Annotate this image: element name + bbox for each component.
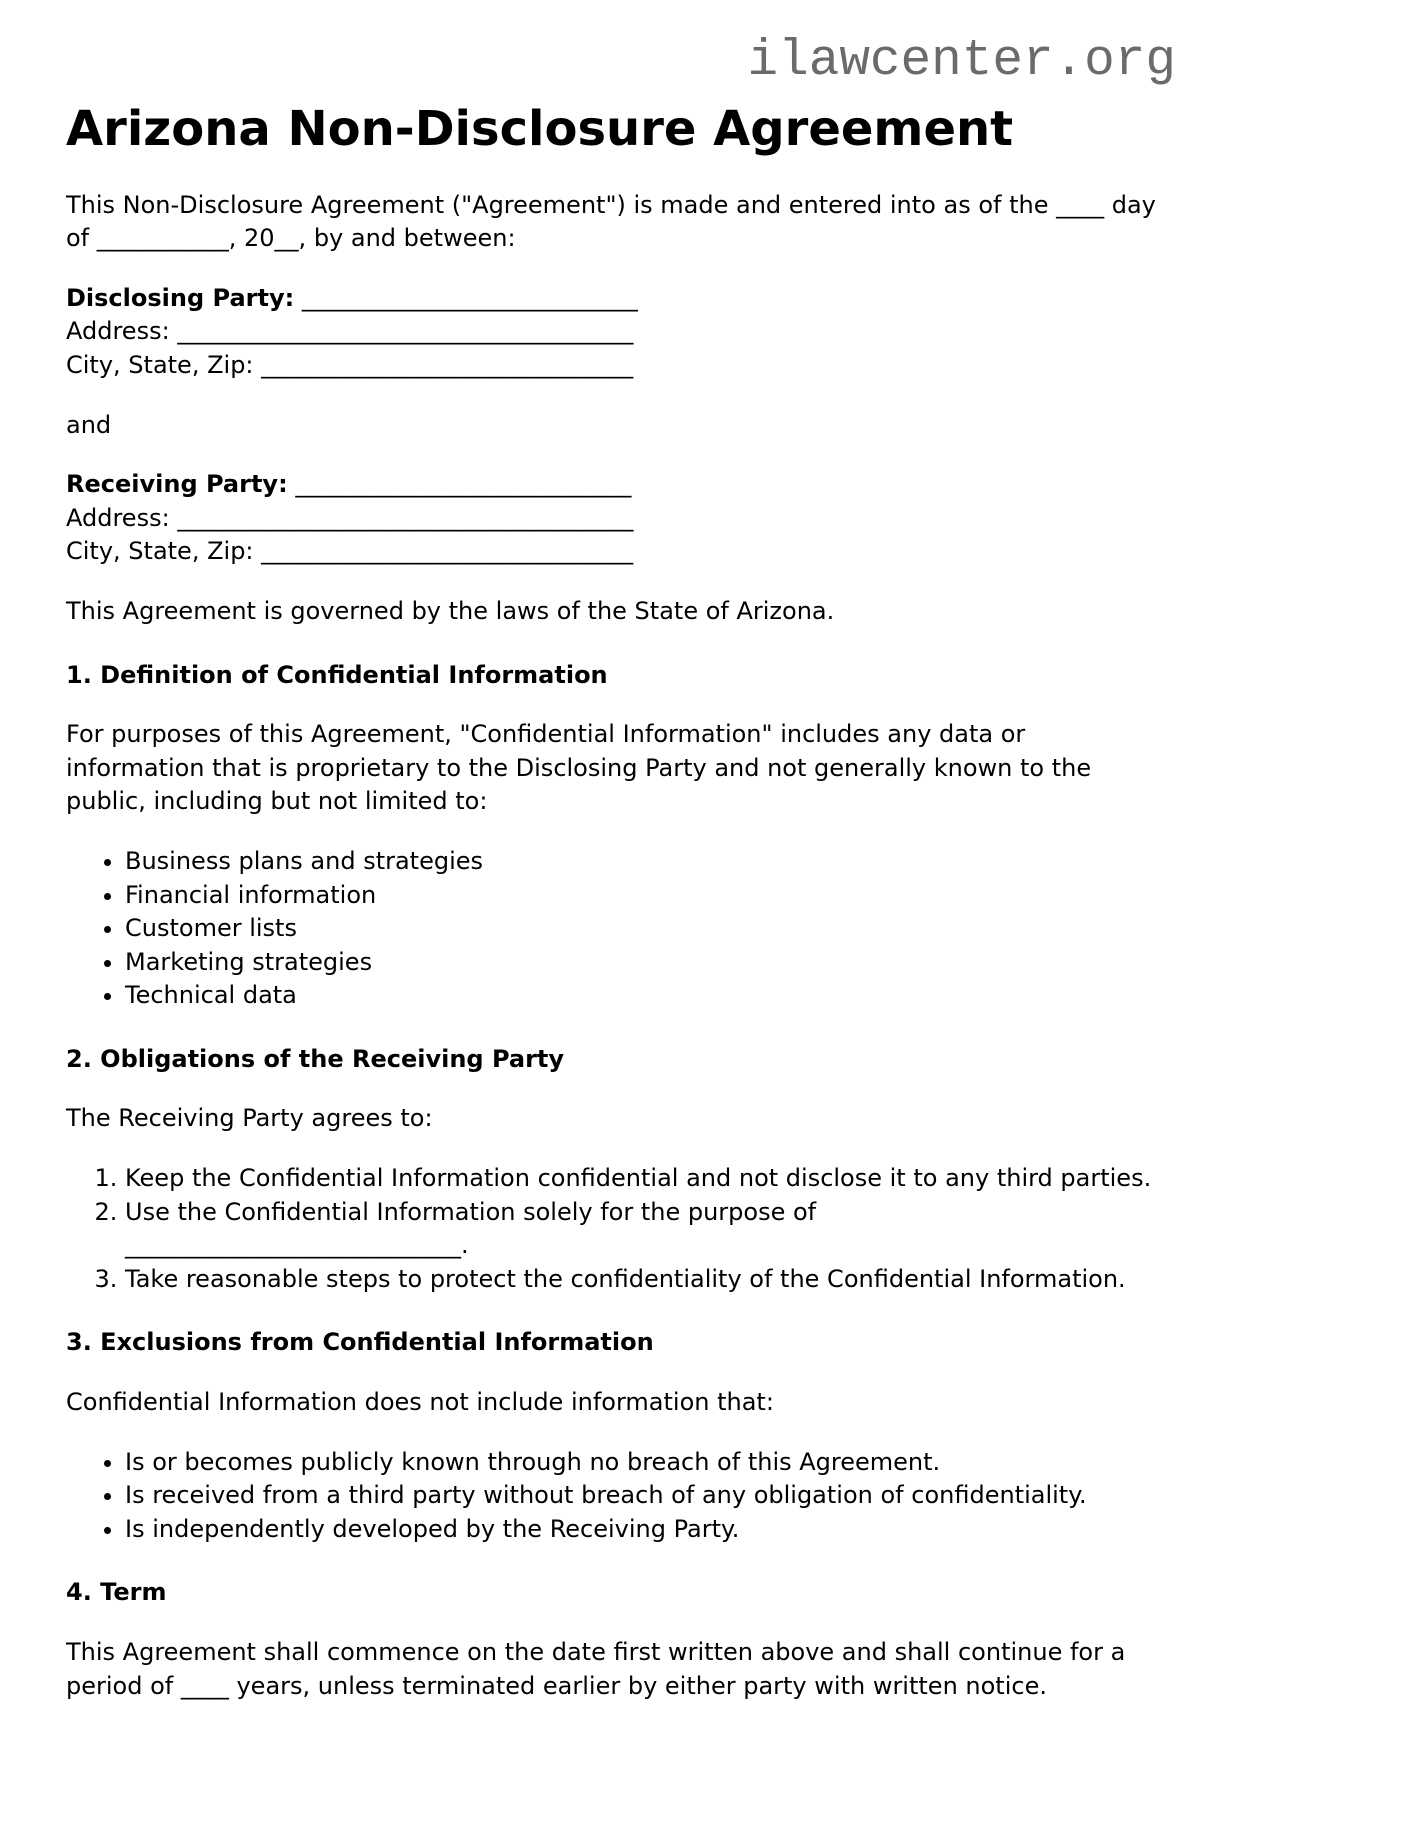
section-heading: 3. Exclusions from Confidential Information: [66, 1328, 654, 1357]
bullet-item: • Technical data: [125, 979, 1164, 1013]
page-title: Arizona Non-Disclosure Agreement: [66, 101, 1014, 157]
bullet-item: • Business plans and strategies: [125, 845, 1164, 879]
receiving-city-state-zip-label: City, State, Zip:: [66, 537, 254, 566]
bullet-item: • Customer lists: [125, 912, 1164, 946]
section-heading: 2. Obligations of the Receiving Party: [66, 1044, 565, 1073]
document-page: [66, 33, 1411, 1703]
brand-logo: ilawcenter.org: [747, 33, 1176, 90]
receiving-party-label: Receiving Party:: [66, 470, 288, 499]
section-paragraph: This Agreement shall commence on the date first written above and shall continue for a period of ____ years, unless terminated earlier by either party with written notice.: [66, 1638, 1126, 1700]
receiving-city-state-zip-blank: _______________________________: [261, 537, 634, 566]
disclosing-address-label: Address:: [66, 317, 170, 346]
disclosing-party-label: Disclosing Party:: [66, 283, 295, 312]
disclosing-city-state-zip-blank: _______________________________: [261, 350, 634, 379]
section-heading: 1. Definition of Confidential Information: [66, 660, 608, 689]
disclosing-party-name-blank: ____________________________: [301, 283, 638, 312]
disclosing-city-state-zip-label: City, State, Zip:: [66, 350, 254, 379]
bullet-item: • Is received from a third party without breach of any obligation of confidentiality.: [125, 1479, 1164, 1513]
section-paragraph: Confidential Information does not include information that:: [66, 1388, 774, 1417]
disclosing-party-block: [66, 282, 1164, 383]
bullet-list: [66, 1446, 1164, 1547]
bullet-item: • Is or becomes publicly known through no breach of this Agreement.: [125, 1446, 1164, 1480]
receiving-party-block: [66, 468, 1164, 569]
bullet-list: [66, 845, 1164, 1013]
intro-paragraph: This Non-Disclosure Agreement ("Agreement") is made and entered into as of the ____ day of ___________, 20__, by and between:: [66, 190, 1156, 253]
governing-law-paragraph: This Agreement is governed by the laws of the State of Arizona.: [66, 596, 835, 625]
bullet-item: • Is independently developed by the Receiving Party.: [125, 1513, 1164, 1547]
sections-container: [66, 659, 1164, 1704]
numbered-item: 3. Take reasonable steps to protect the confidentiality of the Confidential Information.: [125, 1263, 1164, 1297]
numbered-list: [66, 1162, 1164, 1296]
section-heading: 4. Term: [66, 1578, 167, 1607]
bullet-item: • Marketing strategies: [125, 946, 1164, 980]
receiving-address-label: Address:: [66, 503, 170, 532]
section-paragraph: The Receiving Party agrees to:: [66, 1104, 433, 1133]
receiving-party-name-blank: ____________________________: [295, 470, 632, 499]
section-paragraph: For purposes of this Agreement, "Confidential Information" includes any data or information that is proprietary to the Disclosing Party and not generally known to the public, including but not limited to:: [66, 720, 1092, 816]
parties-connector: and: [66, 410, 112, 439]
disclosing-address-blank: ______________________________________: [177, 317, 634, 346]
receiving-address-blank: ______________________________________: [177, 503, 634, 532]
numbered-item: 2. Use the Confidential Information solely for the purpose of ____________________________.: [125, 1196, 1164, 1263]
bullet-item: • Financial information: [125, 879, 1164, 913]
fill-in-blank: ____________________________.: [125, 1231, 469, 1260]
document-body: [66, 189, 1164, 1704]
numbered-item: 1. Keep the Confidential Information confidential and not disclose it to any third parties.: [125, 1162, 1164, 1196]
